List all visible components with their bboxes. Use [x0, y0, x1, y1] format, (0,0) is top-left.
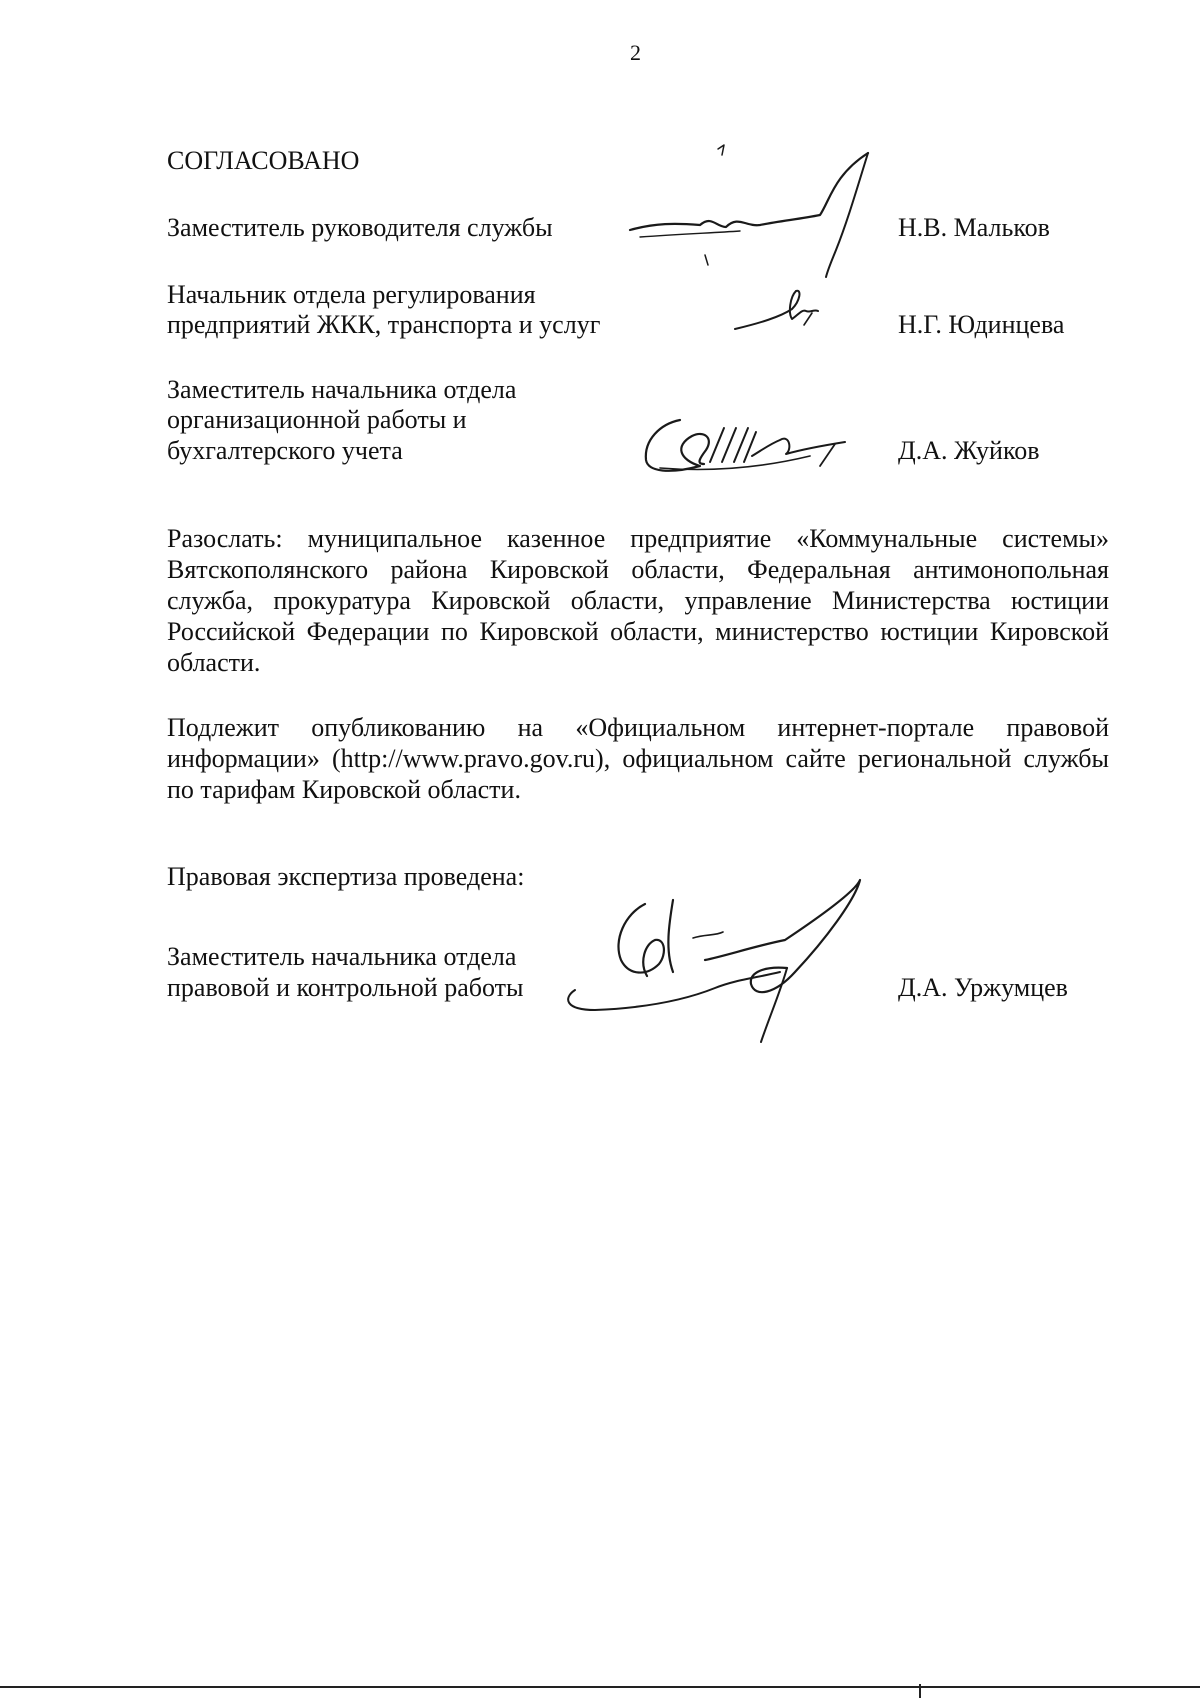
signatory-1-name: Н.В. Мальков	[898, 213, 1050, 242]
signature-2	[730, 283, 830, 343]
signatory-3-position-line-3: бухгалтерского учета	[167, 436, 403, 465]
legal-review-name: Д.А. Уржумцев	[898, 973, 1068, 1002]
signatory-2-position-line-1: Начальник отдела регулирования	[167, 280, 536, 309]
approval-heading: СОГЛАСОВАНО	[167, 146, 360, 175]
distribution-paragraph: Разослать: муниципальное казенное предприятие «Коммунальные системы» Вятскополянского района Кировской области, Федеральная антимонопольная служба, прокуратура Кировской области, управление Министерства юстиции Российской Федерации по Кировской области, министерство юстиции Кировской области.	[167, 524, 1109, 677]
legal-review-position-line-1: Заместитель начальника отдела	[167, 942, 517, 971]
signatory-1-position: Заместитель руководителя службы	[167, 213, 553, 242]
signature-4	[555, 880, 880, 1045]
signatory-3-position-line-2: организационной работы и	[167, 405, 467, 434]
legal-review-heading: Правовая экспертиза проведена:	[167, 862, 525, 891]
signature-1	[620, 145, 890, 280]
page-number: 2	[630, 40, 641, 65]
signatory-2-name: Н.Г. Юдинцева	[898, 310, 1065, 339]
signatory-3-position-line-1: Заместитель начальника отдела	[167, 375, 517, 404]
bottom-border-line	[0, 1686, 1200, 1688]
bottom-border-tick	[919, 1684, 921, 1698]
publication-paragraph: Подлежит опубликованию на «Официальном интернет-портале правовой информации» (http://www.pravo.gov.ru), официальном сайте региональной службы по тарифам Кировской области.	[167, 713, 1109, 804]
signature-3	[640, 410, 855, 480]
signatory-3-name: Д.А. Жуйков	[898, 436, 1040, 465]
legal-review-position-line-2: правовой и контрольной работы	[167, 973, 524, 1002]
signatory-2-position-line-2: предприятий ЖКК, транспорта и услуг	[167, 310, 601, 339]
